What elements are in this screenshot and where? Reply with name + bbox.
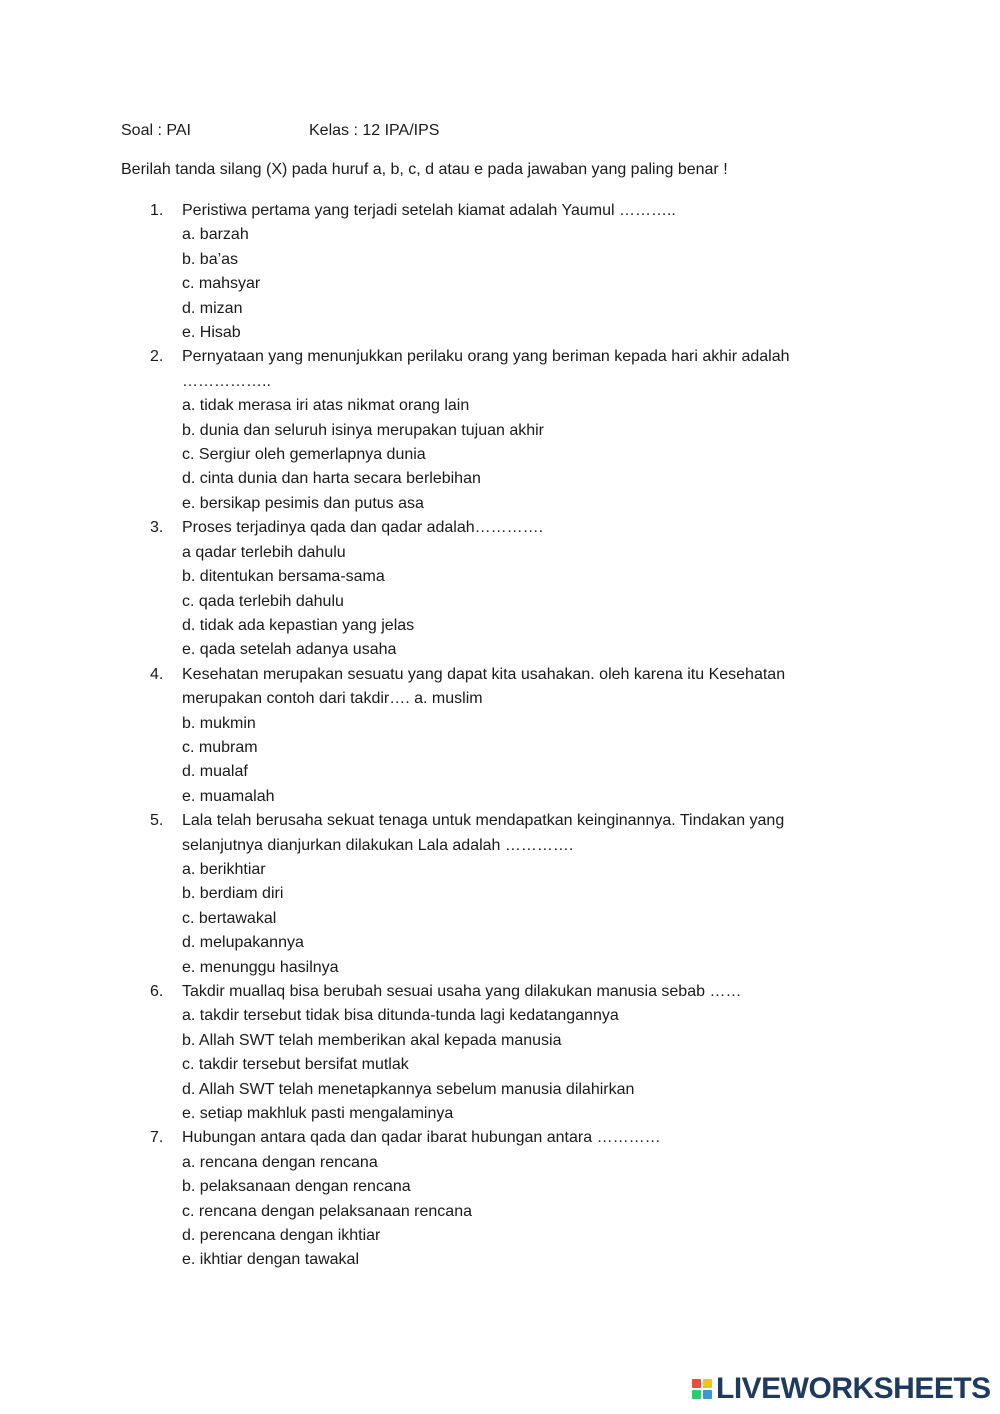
answer-option[interactable]: d. Allah SWT telah menetapkannya sebelum manusia dilahirkan [182,1080,635,1098]
answer-option[interactable]: a. rencana dengan rencana [182,1153,378,1171]
answer-options [182,223,850,345]
question-item [150,1126,850,1272]
liveworksheets-logo [692,1373,992,1405]
question-text: Proses terjadinya qada dan qadar adalah…………. [182,519,544,537]
instruction-text: Berilah tanda silang (X) pada huruf a, b, c, d atau e pada jawaban yang paling benar ! [121,161,728,178]
answer-options [182,541,850,663]
answer-options [182,712,850,810]
answer-option[interactable]: d. mizan [182,299,243,317]
question-item [150,980,850,1126]
answer-option[interactable]: a. berikhtiar [182,860,266,878]
answer-option[interactable]: a qadar terlebih dahulu [182,543,346,561]
answer-option[interactable]: c. mubram [182,738,258,756]
question-text: Peristiwa pertama yang terjadi setelah kiamat adalah Yaumul ……….. [182,202,676,219]
answer-option[interactable]: c. mahsyar [182,275,261,293]
question-item [150,663,850,809]
question-text: Takdir muallaq bisa berubah sesuai usaha yang dilakukan manusia sebab …… [182,983,742,1000]
question-text: Kesehatan merupakan sesuatu yang dapat kita usahakan. oleh karena itu Kesehatan merupakan contoh dari takdir…. a. muslim [182,665,786,708]
question-item [150,516,850,662]
worksheet-header [121,122,821,146]
logo-text: LIVEWORKSHEETS [716,1372,991,1405]
question-text: Pernyataan yang menunjukkan perilaku orang yang beriman kepada hari akhir adalah …………….. [182,348,790,390]
answer-option[interactable]: a. barzah [182,226,249,244]
question-number: 3. [150,519,164,537]
answer-option[interactable]: d. cinta dunia dan harta secara berlebihan [182,470,481,488]
answer-options [182,1004,850,1126]
answer-option[interactable]: b. mukmin [182,714,256,732]
question-number: 4. [150,665,164,683]
question-list [150,199,850,1273]
answer-option[interactable]: e. setiap makhluk pasti mengalaminya [182,1105,454,1123]
answer-option[interactable]: e. ikhtiar dengan tawakal [182,1251,359,1269]
question-text: Lala telah berusaha sekuat tenaga untuk mendapatkan keinginannya. Tindakan yang selanjutnya dianjurkan dilakukan Lala adalah …………. [182,812,785,854]
question-number: 2. [150,348,164,366]
answer-option[interactable]: b. berdiam diri [182,885,284,903]
question-item [150,345,850,516]
answer-option[interactable]: e. muamalah [182,787,275,805]
answer-option[interactable]: c. Sergiur oleh gemerlapnya dunia [182,446,426,464]
answer-option[interactable]: a. tidak merasa iri atas nikmat orang lain [182,397,470,415]
answer-option[interactable]: e. bersikap pesimis dan putus asa [182,494,424,512]
answer-option[interactable]: b. Allah SWT telah memberikan akal kepada manusia [182,1031,562,1049]
answer-option[interactable]: d. tidak ada kepastian yang jelas [182,616,415,634]
answer-option[interactable]: b. dunia dan seluruh isinya merupakan tujuan akhir [182,421,545,439]
answer-option[interactable]: c. rencana dengan pelaksanaan rencana [182,1202,472,1220]
question-item [150,199,850,345]
answer-options [182,394,850,516]
logo-grid-icon [692,1379,712,1399]
answer-option[interactable]: e. menunggu hasilnya [182,958,339,976]
answer-option[interactable]: a. takdir tersebut tidak bisa ditunda-tunda lagi kedatangannya [182,1007,619,1025]
question-number: 6. [150,983,164,1000]
answer-option[interactable]: b. ditentukan bersama-sama [182,568,385,586]
answer-option[interactable]: b. ba’as [182,250,239,268]
question-number: 5. [150,812,164,830]
answer-option[interactable]: d. perencana dengan ikhtiar [182,1227,381,1245]
answer-option[interactable]: c. bertawakal [182,909,277,927]
class-label: Kelas : 12 IPA/IPS [309,122,440,139]
answer-options [182,1151,850,1273]
question-number: 7. [150,1129,164,1147]
answer-option[interactable]: b. pelaksanaan dengan rencana [182,1178,411,1196]
answer-option[interactable]: d. melupakannya [182,934,304,952]
subject-label: Soal : PAI [121,122,191,139]
answer-options [182,858,850,980]
answer-option[interactable]: c. takdir tersebut bersifat mutlak [182,1056,409,1074]
question-item [150,809,850,980]
answer-option[interactable]: d. mualaf [182,763,248,781]
answer-option[interactable]: e. qada setelah adanya usaha [182,641,397,659]
answer-option[interactable]: e. Hisab [182,324,241,342]
question-number: 1. [150,202,164,219]
question-text: Hubungan antara qada dan qadar ibarat hubungan antara ………… [182,1129,661,1147]
answer-option[interactable]: c. qada terlebih dahulu [182,592,344,610]
